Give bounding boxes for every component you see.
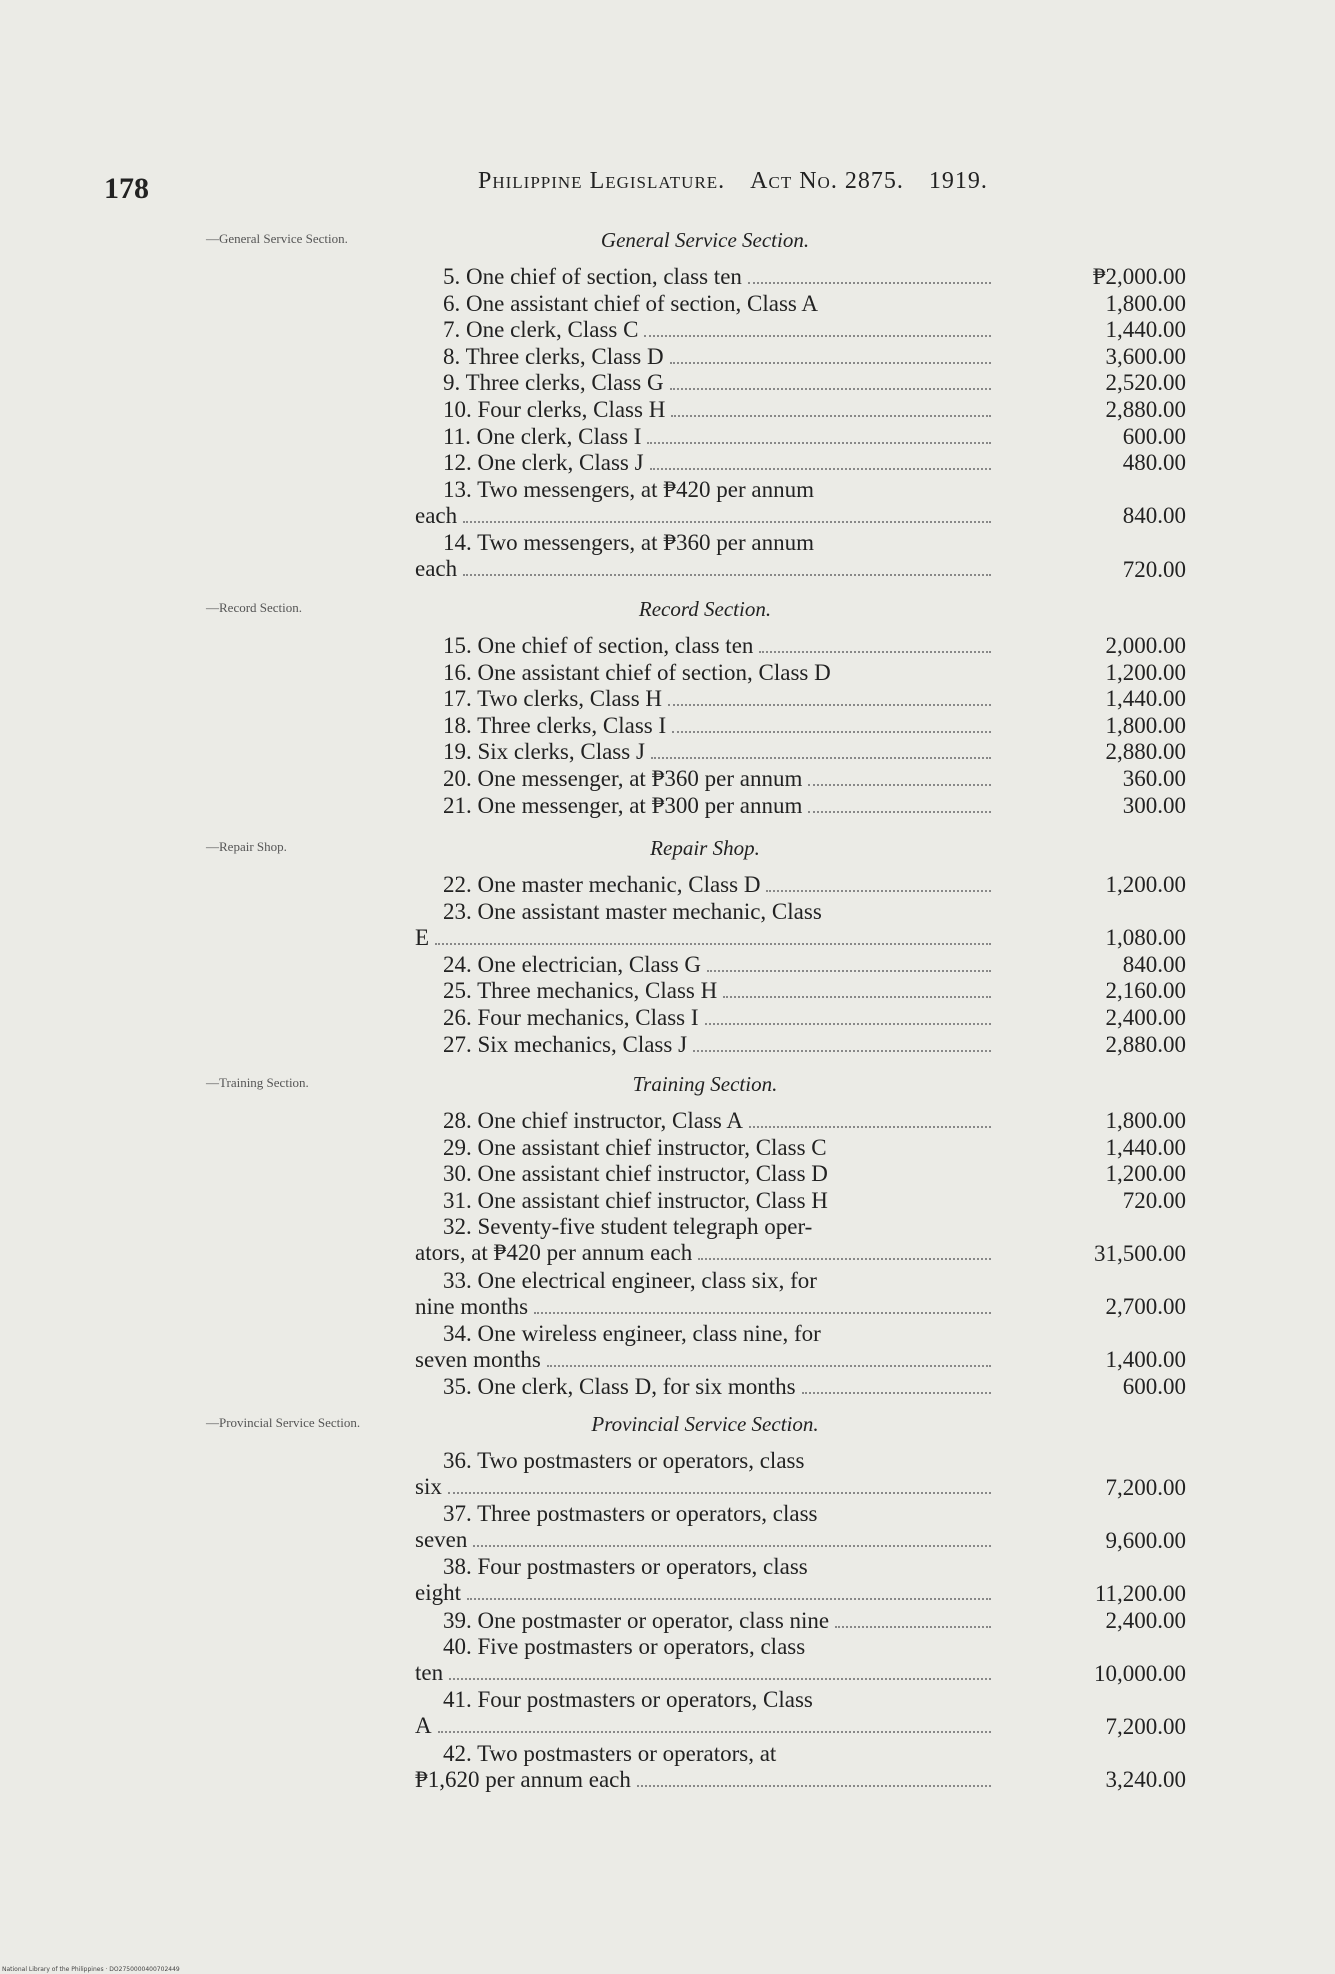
item-description: 32. Seventy-five student telegraph oper- [443,1214,813,1240]
margin-note: —Provincial Service Section. [206,1415,361,1430]
item-description: 6. One assistant chief of section, Class A [443,290,818,316]
line-item [415,264,995,290]
item-description: 15. One chief of section, class ten [443,633,754,658]
line-item [415,450,995,476]
item-description: 29. One assistant chief instructor, Class C [443,1134,827,1160]
item-description-continued: ten [415,1660,444,1686]
item-amount: 2,000.00 [1105,633,1186,658]
running-title: Philippine Legislature. [478,168,726,194]
leader-dots [808,784,991,786]
line-item [415,686,995,712]
leader-dots [448,1492,991,1494]
leader-dots [473,1545,991,1547]
leader-dots [449,1678,991,1680]
item-description: 19. Six clerks, Class J [443,739,645,765]
line-item [415,793,995,819]
item-amount: 600.00 [1122,1374,1186,1399]
item-description: 40. Five postmasters or operators, class [443,1634,806,1660]
item-amount: 2,400.00 [1105,1005,1186,1030]
line-item [415,1554,995,1606]
leader-dots [759,651,991,653]
line-item [415,317,995,343]
leader-dots [671,415,991,417]
act-number: Act No. 2875. [750,168,904,194]
leader-dots [668,704,991,706]
line-item [415,739,995,765]
item-amount: 840.00 [1122,503,1186,529]
item-amount: 2,880.00 [1105,739,1186,765]
line-item [415,1501,995,1553]
item-amount: 600.00 [1122,423,1186,449]
item-amount: 1,440.00 [1105,686,1186,712]
line-item [415,766,995,792]
item-description: 33. One electrical engineer, class six, for [443,1267,817,1293]
item-description: 25. Three mechanics, Class H [443,978,718,1004]
leader-dots [435,943,991,945]
item-description-continued: ₱1,620 per annum each [415,1766,631,1792]
item-amount: 3,240.00 [1105,1767,1186,1793]
leader-dots [749,1126,991,1128]
item-description: 28. One chief instructor, Class A [443,1108,743,1133]
item-amount: 1,440.00 [1105,1134,1186,1160]
line-item [415,1608,995,1634]
margin-note: —Training Section. [206,1075,309,1090]
page-number: 178 [104,172,149,205]
item-amount: 1,800.00 [1105,712,1186,738]
item-description: 13. Two messengers, at ₱420 per annum [443,476,815,502]
item-amount: 1,800.00 [1105,290,1186,316]
leader-dots [670,362,991,364]
item-amount: 1,400.00 [1105,1347,1186,1373]
item-description-continued: E [415,924,430,950]
item-description: 5. One chief of section, class ten [443,264,742,289]
line-item [415,1161,995,1187]
item-amount: 360.00 [1122,766,1186,791]
leader-dots [835,1626,991,1628]
line-item [415,1188,995,1214]
item-description-continued: nine months [415,1293,529,1319]
item-description: 11. One clerk, Class I [443,423,642,449]
line-item [415,633,995,659]
line-item [415,1108,995,1134]
leader-dots [693,1050,991,1052]
line-item [415,872,995,898]
footer-note: National Library of the Philippines · DO2750000400702449 [2,1966,180,1973]
item-amount: 1,800.00 [1105,1108,1186,1133]
item-description: 24. One electrician, Class G [443,951,702,977]
item-description: 20. One messenger, at ₱360 per annum [443,766,803,791]
item-description-continued: six [415,1474,442,1499]
item-description: 17. Two clerks, Class H [443,686,663,712]
item-amount: 2,880.00 [1105,397,1186,422]
item-description-continued: each [415,502,458,528]
line-item [415,713,995,739]
item-description: 37. Three postmasters or operators, class [443,1501,818,1527]
leader-dots [644,335,991,337]
item-description: 23. One assistant master mechanic, Class [443,898,822,924]
item-description: 34. One wireless engineer, class nine, for [443,1320,821,1346]
item-amount: 2,700.00 [1105,1294,1186,1320]
line-item [415,899,995,951]
section-title: General Service Section. [600,228,810,252]
leader-dots [707,970,991,972]
item-amount: 1,200.00 [1105,1161,1186,1187]
item-description: 35. One clerk, Class D, for six months [443,1374,796,1399]
line-item [415,477,995,529]
item-amount: 720.00 [1122,1187,1186,1213]
item-amount: 7,200.00 [1105,1714,1186,1739]
line-item [415,370,995,396]
item-amount: 2,880.00 [1105,1031,1186,1057]
section-title: Record Section. [638,597,772,621]
item-description-continued: A [415,1713,432,1739]
line-item [415,1214,995,1266]
item-description: 30. One assistant chief instructor, Class D [443,1161,828,1187]
item-description: 7. One clerk, Class C [443,317,639,343]
leader-dots [808,811,991,813]
line-item [415,424,995,450]
leader-dots [802,1392,991,1394]
leader-dots [463,521,991,523]
line-item [415,978,995,1004]
leader-dots [647,442,991,444]
leader-dots [672,731,991,733]
item-description: 42. Two postmasters or operators, at [443,1740,777,1766]
item-amount: 840.00 [1122,951,1186,977]
item-amount: 1,200.00 [1105,872,1186,897]
line-item [415,1135,995,1161]
line-item [415,660,995,686]
item-description: 27. Six mechanics, Class J [443,1031,688,1057]
leader-dots [547,1365,991,1367]
leader-dots [748,282,991,284]
leader-dots [637,1785,991,1787]
line-item [415,1005,995,1031]
item-amount: 10,000.00 [1094,1660,1186,1686]
item-description: 12. One clerk, Class J [443,450,644,476]
line-item [415,1448,995,1500]
leader-dots [534,1312,991,1314]
margin-note: —General Service Section. [206,231,348,246]
leader-dots [650,468,991,470]
line-item [415,397,995,423]
item-description: 18. Three clerks, Class I [443,712,667,738]
item-description-continued: ators, at ₱420 per annum each [415,1240,693,1266]
leader-dots [698,1258,991,1260]
leader-dots [723,996,991,998]
item-amount: 1,080.00 [1105,925,1186,951]
item-amount: 31,500.00 [1094,1241,1186,1266]
line-item [415,1032,995,1058]
line-item [415,530,995,582]
leader-dots [651,757,991,759]
line-item [415,1687,995,1739]
running-head [478,168,1006,195]
item-amount: 3,600.00 [1105,343,1186,369]
margin-note: —Repair Shop. [206,839,287,854]
item-amount: 480.00 [1122,450,1186,476]
item-description-continued: eight [415,1580,461,1606]
margin-note: —Record Section. [206,600,303,615]
item-amount: 2,400.00 [1105,1607,1186,1633]
item-description: 16. One assistant chief of section, Class D [443,659,831,685]
item-amount: 7,200.00 [1105,1474,1186,1500]
item-amount: 11,200.00 [1094,1581,1186,1606]
item-description: 26. Four mechanics, Class I [443,1005,699,1030]
item-description: 14. Two messengers, at ₱360 per annum [443,530,815,555]
item-description-continued: seven [415,1527,468,1553]
item-description-continued: each [415,556,458,581]
item-amount: 300.00 [1122,792,1186,818]
item-amount: 1,440.00 [1105,317,1186,343]
item-description: 8. Three clerks, Class D [443,343,664,369]
leader-dots [463,574,991,576]
section-title: Repair Shop. [650,836,760,860]
line-item [415,344,995,370]
item-amount: 2,520.00 [1105,370,1186,396]
section-title: Provincial Service Section. [591,1412,819,1436]
item-description: 31. One assistant chief instructor, Class H [443,1187,828,1213]
item-amount: 1,200.00 [1105,659,1186,685]
line-item [415,1321,995,1373]
line-item [415,1268,995,1320]
item-amount: 2,160.00 [1105,978,1186,1004]
item-amount: ₱2,000.00 [1092,264,1186,289]
item-description-continued: seven months [415,1346,541,1372]
item-description: 41. Four postmasters or operators, Class [443,1687,813,1713]
item-description: 22. One master mechanic, Class D [443,872,761,897]
item-description: 10. Four clerks, Class H [443,397,666,422]
year: 1919. [928,168,988,194]
leader-dots [438,1731,991,1733]
item-description: 39. One postmaster or operator, class nine [443,1607,830,1633]
section-title: Training Section. [632,1072,778,1096]
leader-dots [670,388,991,390]
line-item [415,952,995,978]
item-description: 21. One messenger, at ₱300 per annum [443,792,803,818]
item-amount: 720.00 [1122,556,1186,582]
leader-dots [467,1598,991,1600]
item-description: 38. Four postmasters or operators, class [443,1554,808,1580]
item-amount: 9,600.00 [1105,1527,1186,1553]
line-item [415,1374,995,1400]
leader-dots [766,890,991,892]
item-description: 9. Three clerks, Class G [443,370,664,396]
line-item [415,1741,995,1793]
line-item [415,1634,995,1686]
item-description: 36. Two postmasters or operators, class [443,1448,805,1473]
line-item [415,291,995,317]
leader-dots [705,1023,991,1025]
